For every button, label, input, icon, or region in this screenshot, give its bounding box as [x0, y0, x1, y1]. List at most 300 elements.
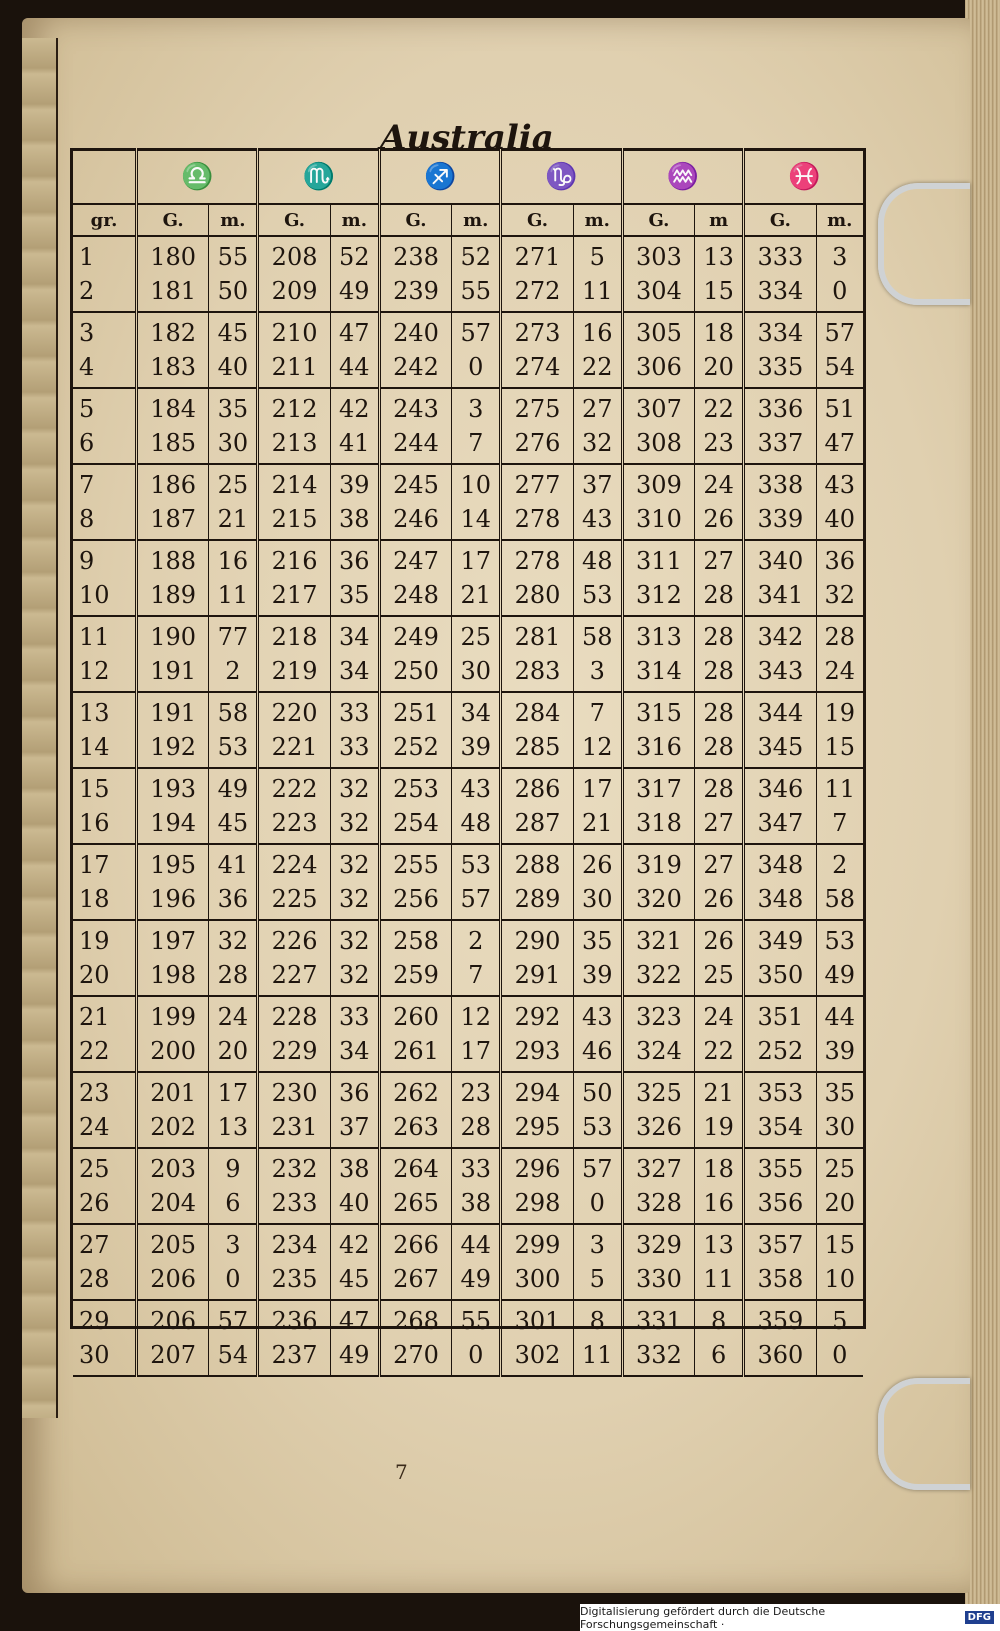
minute-cell: [695, 996, 744, 1072]
minute-value: 39: [581, 961, 613, 989]
column-header-row: [73, 204, 863, 236]
minute-value: 21: [703, 1079, 734, 1107]
grade-cell: [744, 616, 816, 692]
minute-value: 24: [703, 471, 734, 499]
minute-value: 0: [225, 1265, 241, 1293]
grade-cell: [622, 692, 694, 768]
minute-cell: [209, 616, 258, 692]
grade-value: 336: [757, 395, 804, 423]
grade-value: 307: [636, 395, 682, 423]
minute-value: 34: [460, 699, 492, 727]
minute-cell: [573, 692, 622, 768]
grade-value: 328: [636, 1189, 682, 1217]
table-row: [73, 844, 863, 920]
minute-value: 36: [339, 1079, 370, 1107]
grade-cell: [744, 1148, 816, 1224]
minute-cell: [816, 1072, 863, 1148]
grade-cell: [379, 1300, 451, 1376]
minute-cell: [452, 540, 501, 616]
grade-value: 337: [757, 429, 804, 457]
degree-cell: [73, 920, 137, 996]
minute-cell: [816, 768, 863, 844]
minute-cell: [209, 1300, 258, 1376]
grade-value: 243: [393, 395, 439, 423]
grade-cell: [379, 464, 451, 540]
minute-cell: [695, 1148, 744, 1224]
minute-cell: [816, 312, 863, 388]
grade-cell: [744, 464, 816, 540]
grade-value: 193: [150, 775, 197, 803]
minute-cell: [816, 1224, 863, 1300]
grade-cell: [258, 1148, 330, 1224]
grade-cell: [501, 920, 573, 996]
grade-cell: [379, 844, 451, 920]
minute-cell: [816, 996, 863, 1072]
grade-value: 212: [271, 395, 318, 423]
minute-cell: [816, 1300, 863, 1376]
header-g: G.: [258, 204, 330, 236]
grade-value: 219: [271, 657, 318, 685]
grade-value: 300: [514, 1265, 561, 1293]
degree-value: 26: [79, 1189, 110, 1217]
minute-value: 27: [703, 851, 734, 879]
minute-value: 52: [460, 243, 492, 271]
minute-cell: [695, 844, 744, 920]
minute-cell: [695, 692, 744, 768]
minute-cell: [695, 1072, 744, 1148]
minute-value: 54: [217, 1341, 249, 1369]
grade-value: 250: [393, 657, 439, 685]
minute-value: 58: [217, 699, 249, 727]
grade-value: 232: [271, 1155, 318, 1183]
minute-cell: [816, 236, 863, 312]
grade-value: 213: [271, 429, 318, 457]
table-row: [73, 1300, 863, 1376]
minute-value: 53: [581, 1113, 613, 1141]
grade-value: 183: [150, 353, 197, 381]
minute-value: 45: [217, 319, 249, 347]
degree-cell: [73, 1300, 137, 1376]
degree-cell: [73, 540, 137, 616]
minute-cell: [330, 1224, 379, 1300]
minute-value: 11: [581, 1341, 613, 1369]
minute-value: 3: [225, 1231, 241, 1259]
grade-cell: [622, 312, 694, 388]
degree-cell: [73, 768, 137, 844]
minute-value: 28: [703, 775, 734, 803]
grade-value: 203: [150, 1155, 197, 1183]
minute-cell: [330, 1300, 379, 1376]
minute-cell: [452, 920, 501, 996]
paper-clip-bottom: [878, 1378, 970, 1490]
grade-value: 185: [150, 429, 197, 457]
grade-cell: [137, 464, 209, 540]
minute-value: 14: [460, 505, 492, 533]
table-row: [73, 312, 863, 388]
minute-value: 13: [703, 243, 734, 271]
minute-value: 18: [703, 1155, 734, 1183]
minute-cell: [452, 388, 501, 464]
grade-value: 200: [150, 1037, 197, 1065]
minute-value: 41: [217, 851, 249, 879]
grade-value: 187: [150, 505, 197, 533]
minute-cell: [330, 540, 379, 616]
grade-cell: [137, 1224, 209, 1300]
table-row: [73, 464, 863, 540]
minute-value: 49: [339, 1341, 370, 1369]
minute-cell: [209, 464, 258, 540]
minute-cell: [209, 996, 258, 1072]
minute-value: 48: [581, 547, 613, 575]
paper-clip-top: [878, 183, 970, 305]
minute-value: 37: [339, 1113, 370, 1141]
grade-value: 251: [393, 699, 439, 727]
minute-value: 53: [217, 733, 249, 761]
header-m: m: [695, 204, 744, 236]
minute-value: 30: [217, 429, 249, 457]
grade-value: 296: [514, 1155, 561, 1183]
grade-value: 278: [514, 505, 561, 533]
grade-value: 284: [514, 699, 561, 727]
grade-cell: [137, 388, 209, 464]
grade-value: 339: [757, 505, 804, 533]
grade-value: 222: [271, 775, 318, 803]
degree-value: 10: [79, 581, 110, 609]
minute-value: 17: [581, 775, 613, 803]
grade-value: 252: [757, 1037, 804, 1065]
grade-cell: [744, 388, 816, 464]
grade-cell: [501, 312, 573, 388]
minute-value: 22: [581, 353, 613, 381]
degree-cell: [73, 1148, 137, 1224]
degree-value: 3: [79, 319, 95, 347]
minute-value: 38: [460, 1189, 492, 1217]
minute-cell: [695, 920, 744, 996]
grade-value: 208: [271, 243, 318, 271]
minute-value: 33: [460, 1155, 492, 1183]
grade-value: 301: [514, 1307, 561, 1335]
minute-value: 40: [339, 1189, 370, 1217]
minute-cell: [573, 996, 622, 1072]
grade-cell: [379, 1148, 451, 1224]
table-body: [73, 236, 863, 1376]
grade-value: 330: [636, 1265, 682, 1293]
grade-value: 306: [636, 353, 682, 381]
grade-value: 197: [150, 927, 197, 955]
minute-value: 24: [824, 657, 856, 685]
table-row: [73, 1224, 863, 1300]
grade-value: 360: [757, 1341, 804, 1369]
grade-value: 237: [271, 1341, 318, 1369]
minute-cell: [330, 996, 379, 1072]
grade-value: 305: [636, 319, 682, 347]
minute-cell: [452, 1072, 501, 1148]
table-row: [73, 616, 863, 692]
degree-value: 5: [79, 395, 95, 423]
minute-value: 43: [824, 471, 856, 499]
grade-value: 244: [393, 429, 439, 457]
grade-value: 268: [393, 1307, 439, 1335]
grade-value: 341: [757, 581, 804, 609]
grade-cell: [744, 768, 816, 844]
grade-cell: [501, 1072, 573, 1148]
degree-value: 7: [79, 471, 95, 499]
grade-cell: [744, 1224, 816, 1300]
minute-value: 18: [703, 319, 734, 347]
minute-cell: [573, 1224, 622, 1300]
minute-cell: [330, 920, 379, 996]
header-m: m.: [209, 204, 258, 236]
minute-value: 30: [581, 885, 613, 913]
minute-value: 55: [217, 243, 249, 271]
minute-value: 20: [703, 353, 734, 381]
minute-value: 49: [339, 277, 370, 305]
minute-cell: [330, 616, 379, 692]
grade-value: 308: [636, 429, 682, 457]
grade-cell: [744, 692, 816, 768]
grade-value: 320: [636, 885, 682, 913]
minute-value: 57: [824, 319, 856, 347]
sign-scorpio-icon: ♏: [258, 150, 379, 205]
grade-value: 196: [150, 885, 197, 913]
grade-value: 258: [393, 927, 439, 955]
minute-value: 38: [339, 505, 370, 533]
grade-value: 189: [150, 581, 197, 609]
degree-value: 8: [79, 505, 95, 533]
grade-value: 249: [393, 623, 439, 651]
grade-value: 359: [757, 1307, 804, 1335]
minute-value: 57: [460, 885, 492, 913]
grade-value: 240: [393, 319, 439, 347]
facing-page-strip: [22, 38, 58, 1418]
table-row: [73, 1072, 863, 1148]
minute-cell: [573, 312, 622, 388]
minute-value: 8: [589, 1307, 605, 1335]
grade-cell: [501, 768, 573, 844]
grade-value: 316: [636, 733, 682, 761]
minute-cell: [816, 1148, 863, 1224]
minute-value: 7: [589, 699, 605, 727]
minute-cell: [573, 616, 622, 692]
grade-value: 347: [757, 809, 804, 837]
grade-value: 224: [271, 851, 318, 879]
minute-value: 35: [339, 581, 370, 609]
grade-value: 266: [393, 1231, 439, 1259]
minute-value: 23: [703, 429, 734, 457]
grade-value: 291: [514, 961, 561, 989]
grade-value: 325: [636, 1079, 682, 1107]
grade-value: 299: [514, 1231, 561, 1259]
minute-value: 34: [339, 657, 370, 685]
grade-cell: [258, 1224, 330, 1300]
minute-value: 19: [824, 699, 856, 727]
grade-cell: [137, 920, 209, 996]
minute-cell: [452, 844, 501, 920]
minute-value: 25: [460, 623, 492, 651]
grade-value: 199: [150, 1003, 197, 1031]
grade-cell: [622, 1224, 694, 1300]
degree-value: 17: [79, 851, 110, 879]
minute-value: 40: [824, 505, 856, 533]
degree-value: 18: [79, 885, 110, 913]
grade-value: 230: [271, 1079, 318, 1107]
minute-cell: [452, 1224, 501, 1300]
minute-value: 44: [339, 353, 370, 381]
grade-value: 275: [514, 395, 561, 423]
grade-value: 314: [636, 657, 682, 685]
grade-cell: [137, 844, 209, 920]
grade-cell: [258, 236, 330, 312]
minute-value: 53: [581, 581, 613, 609]
minute-cell: [209, 540, 258, 616]
minute-value: 6: [711, 1341, 727, 1369]
grade-cell: [501, 540, 573, 616]
grade-cell: [501, 996, 573, 1072]
minute-value: 32: [217, 927, 249, 955]
minute-cell: [695, 388, 744, 464]
minute-value: 57: [581, 1155, 613, 1183]
grade-value: 338: [757, 471, 804, 499]
grade-cell: [258, 388, 330, 464]
grade-value: 285: [514, 733, 561, 761]
minute-value: 49: [217, 775, 249, 803]
header-m: m.: [573, 204, 622, 236]
grade-cell: [379, 236, 451, 312]
minute-cell: [573, 464, 622, 540]
header-g: G.: [379, 204, 451, 236]
grade-value: 198: [150, 961, 197, 989]
grade-value: 344: [757, 699, 804, 727]
minute-cell: [330, 388, 379, 464]
minute-cell: [209, 388, 258, 464]
minute-value: 35: [217, 395, 249, 423]
grade-cell: [622, 920, 694, 996]
minute-value: 34: [339, 1037, 370, 1065]
grade-cell: [501, 844, 573, 920]
grade-value: 229: [271, 1037, 318, 1065]
grade-value: 353: [757, 1079, 804, 1107]
minute-cell: [209, 920, 258, 996]
grade-value: 327: [636, 1155, 682, 1183]
minute-value: 3: [468, 395, 484, 423]
grade-value: 234: [271, 1231, 318, 1259]
grade-value: 186: [150, 471, 197, 499]
grade-value: 283: [514, 657, 561, 685]
grade-value: 216: [271, 547, 318, 575]
grade-cell: [744, 312, 816, 388]
minute-cell: [209, 1148, 258, 1224]
header-m: m.: [452, 204, 501, 236]
header-g: G.: [501, 204, 573, 236]
grade-cell: [622, 996, 694, 1072]
minute-value: 30: [460, 657, 492, 685]
minute-cell: [209, 312, 258, 388]
grade-value: 205: [150, 1231, 197, 1259]
grade-value: 315: [636, 699, 682, 727]
grade-cell: [258, 996, 330, 1072]
grade-value: 270: [393, 1341, 439, 1369]
minute-value: 0: [832, 277, 848, 305]
minute-value: 45: [339, 1265, 370, 1293]
grade-value: 265: [393, 1189, 439, 1217]
grade-value: 182: [150, 319, 197, 347]
minute-cell: [452, 1300, 501, 1376]
grade-value: 242: [393, 353, 439, 381]
minute-value: 27: [703, 547, 734, 575]
minute-value: 0: [468, 353, 484, 381]
table-row: [73, 692, 863, 768]
grade-value: 310: [636, 505, 682, 533]
degree-table: [73, 148, 863, 1377]
grade-value: 225: [271, 885, 318, 913]
degree-value: 12: [79, 657, 110, 685]
grade-value: 195: [150, 851, 197, 879]
minute-value: 20: [824, 1189, 856, 1217]
grade-value: 342: [757, 623, 804, 651]
degree-value: 13: [79, 699, 110, 727]
minute-value: 39: [824, 1037, 856, 1065]
grade-cell: [501, 388, 573, 464]
grade-value: 293: [514, 1037, 561, 1065]
minute-value: 0: [832, 1341, 848, 1369]
minute-value: 34: [339, 623, 370, 651]
minute-value: 36: [824, 547, 856, 575]
grade-cell: [379, 312, 451, 388]
minute-value: 5: [589, 1265, 605, 1293]
grade-cell: [258, 540, 330, 616]
minute-value: 23: [460, 1079, 492, 1107]
minute-value: 24: [703, 1003, 734, 1031]
grade-value: 236: [271, 1307, 318, 1335]
minute-value: 10: [824, 1265, 856, 1293]
grade-value: 319: [636, 851, 682, 879]
minute-cell: [573, 1300, 622, 1376]
grade-cell: [379, 692, 451, 768]
minute-value: 43: [581, 505, 613, 533]
degree-cell: [73, 1224, 137, 1300]
sign-sagittarius-icon: ♐: [379, 150, 500, 205]
minute-cell: [695, 464, 744, 540]
table-row: [73, 388, 863, 464]
grade-value: 278: [514, 547, 561, 575]
grade-value: 191: [150, 657, 197, 685]
minute-value: 55: [460, 277, 492, 305]
grade-value: 334: [757, 319, 804, 347]
grade-value: 202: [150, 1113, 197, 1141]
grade-value: 221: [271, 733, 318, 761]
minute-value: 51: [824, 395, 856, 423]
footer-text: Digitalisierung gefördert durch die Deutsche Forschungsgemeinschaft ·: [580, 1604, 826, 1631]
grade-value: 194: [150, 809, 197, 837]
grade-cell: [137, 692, 209, 768]
minute-value: 47: [339, 319, 370, 347]
table-row: [73, 920, 863, 996]
dfg-logo: DFG: [965, 1611, 994, 1624]
minute-value: 39: [339, 471, 370, 499]
grade-value: 276: [514, 429, 561, 457]
minute-value: 3: [589, 1231, 605, 1259]
grade-value: 326: [636, 1113, 682, 1141]
grade-cell: [379, 1224, 451, 1300]
minute-value: 11: [703, 1265, 734, 1293]
grade-value: 343: [757, 657, 804, 685]
grade-value: 302: [514, 1341, 561, 1369]
minute-cell: [816, 616, 863, 692]
grade-value: 289: [514, 885, 561, 913]
minute-value: 13: [217, 1113, 249, 1141]
minute-value: 36: [217, 885, 249, 913]
grade-value: 259: [393, 961, 439, 989]
